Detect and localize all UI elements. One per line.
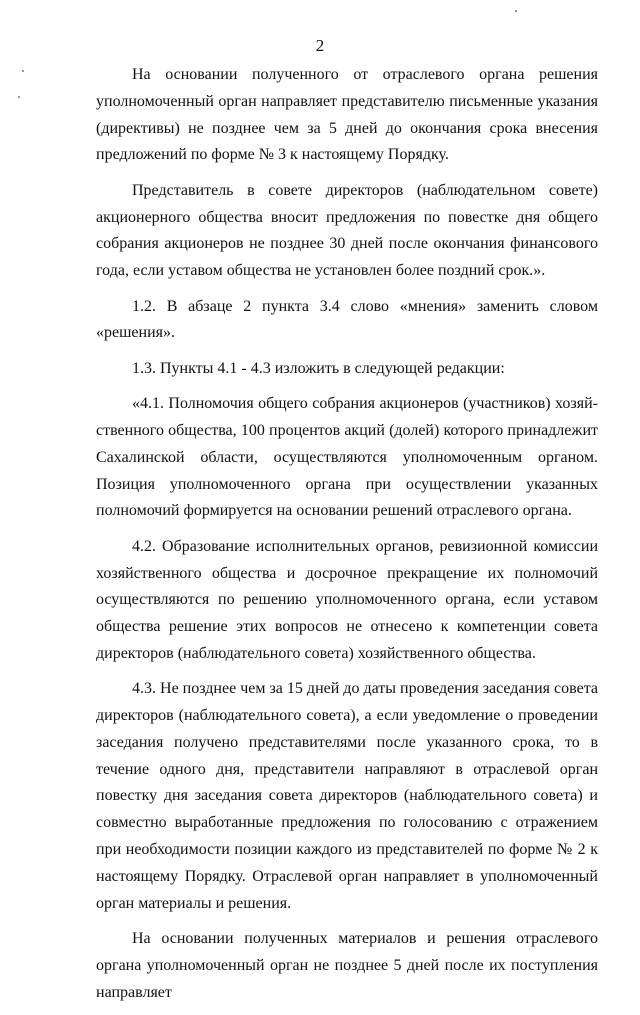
paragraph-item-4-1: «4.1. Полномочия общего собрания акционеров (участников) хозяйственного общества, 100 процентов акций (долей) которого принадлежит Сахалинской области, осуществляются уполномоченным органом. Позиция уполномоченного органа при осуществлении указанных полномочий формируется на основании решений отраслевого органа. [96, 395, 598, 520]
page-number: 2 [315, 36, 325, 55]
scan-speck [22, 70, 24, 72]
scan-speck [515, 10, 517, 12]
scan-speck [18, 96, 20, 98]
paragraph-item-1-3: 1.3. Пункты 4.1 - 4.3 изложить в следующей редакции: [132, 359, 505, 377]
paragraph-materials: На основании полученных материалов и решения отраслевого органа уполномоченный орган не позднее 5 дней после их поступления направляет [96, 930, 598, 1001]
paragraph-item-1-2: 1.2. В абзаце 2 пункта 3.4 слово «мнения» заменить словом «решения». [96, 297, 598, 342]
document-body [96, 62, 598, 1015]
paragraph-item-4-2: 4.2. Образование исполнительных органов, ревизионной комиссии хозяйственного общества и досрочное прекращение их полномочий осуществляются по решению уполномоченного органа, если уставом общества решение этих вопросов не отнесено к компетенции совета директоров (наблюдательного совета) хозяйственного общества. [96, 537, 598, 662]
paragraph-board-proposals: Представитель в совете директоров (наблюдательном совете) акционерного общества вносит предложения по повестке дня общего собрания акционеров не позднее 30 дней после окончания финансового года, если уставом общества не установлен более поздний срок.». [96, 181, 598, 280]
paragraph-item-4-3: 4.3. Не позднее чем за 15 дней до даты проведения заседания совета директоров (наблюдательного совета), а если уведомление о проведении заседания получено представителями после указанного срока, то в течение одного дня, представители направляют в отраслевой орган повестку дня заседания совета директоров (наблюдательного совета) и совместно выработанные предложения по голосованию с отражением при необходимости позиции каждого из представителей по форме № 2 к настоящему Порядку. Отраслевой орган направляет в уполномоченный орган материалы и решения. [96, 680, 598, 912]
paragraph-directives: На основании полученного от отраслевого органа решения уполномоченный орган направляет представителю письменные указания (директивы) не позднее чем за 5 дней до окончания срока внесения предложений по форме № 3 к настоящему Порядку. [96, 66, 598, 164]
